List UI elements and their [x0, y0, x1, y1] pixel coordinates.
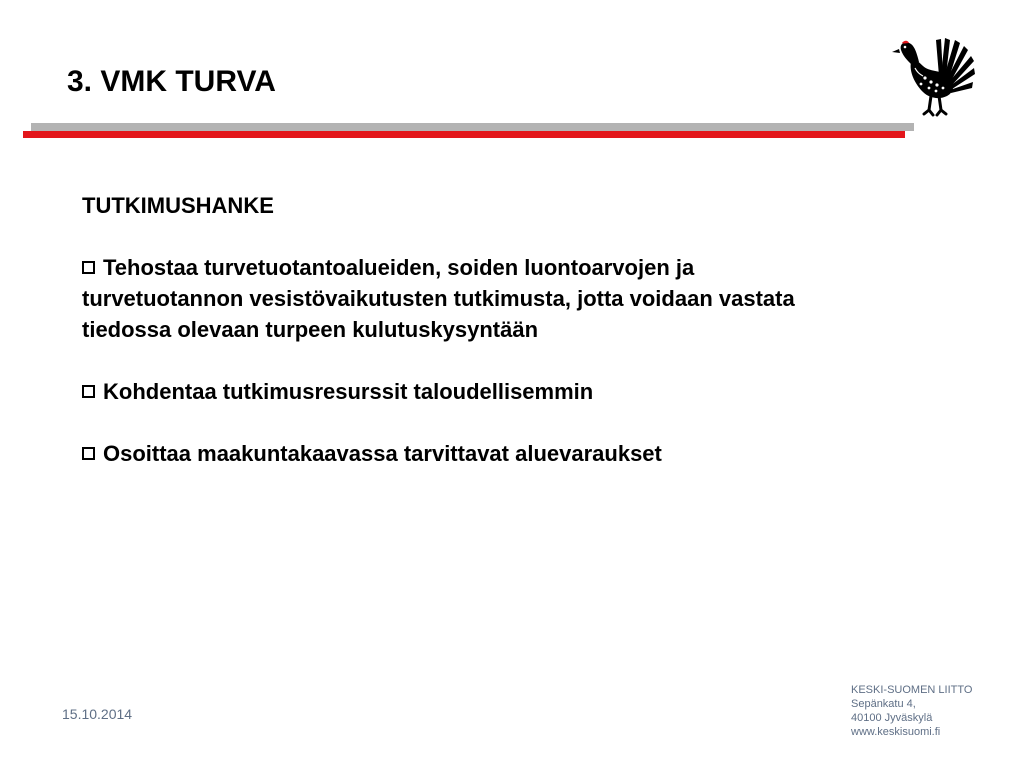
bullet-text: Tehostaa turvetuotantoalueiden, soiden luontoarvojen ja turvetuotannon vesistövaikutusten tutkimusta, jotta voidaan vastata tiedossa olevaan turpeen kulutuskysyntään: [82, 255, 795, 342]
checkbox-square-icon: [82, 447, 95, 460]
bullet-item: [82, 438, 842, 469]
bullet-item: [82, 376, 842, 407]
checkbox-square-icon: [82, 261, 95, 274]
bullet-text: Kohdentaa tutkimusresurssit taloudellisemmin: [103, 379, 594, 404]
org-city: 40100 Jyväskylä: [851, 712, 933, 724]
footer-date: 15.10.2014: [62, 706, 133, 722]
org-name: KESKI-SUOMEN LIITTO: [851, 684, 973, 696]
bullet-item: [82, 252, 842, 345]
section-heading: TUTKIMUSHANKE: [82, 193, 274, 218]
footer-organization: [851, 683, 972, 739]
checkbox-square-icon: [82, 385, 95, 398]
header-divider-red: [23, 131, 905, 138]
slide-body: [82, 190, 842, 500]
org-website: www.keskisuomi.fi: [851, 726, 941, 738]
bullet-text: Osoittaa maakuntakaavassa tarvittavat aluevaraukset: [103, 441, 662, 466]
capercaillie-logo-icon: [889, 32, 975, 118]
slide-title: 3. VMK TURVA: [67, 65, 276, 98]
header-divider-gray: [31, 123, 914, 131]
org-street: Sepänkatu 4,: [851, 698, 916, 710]
